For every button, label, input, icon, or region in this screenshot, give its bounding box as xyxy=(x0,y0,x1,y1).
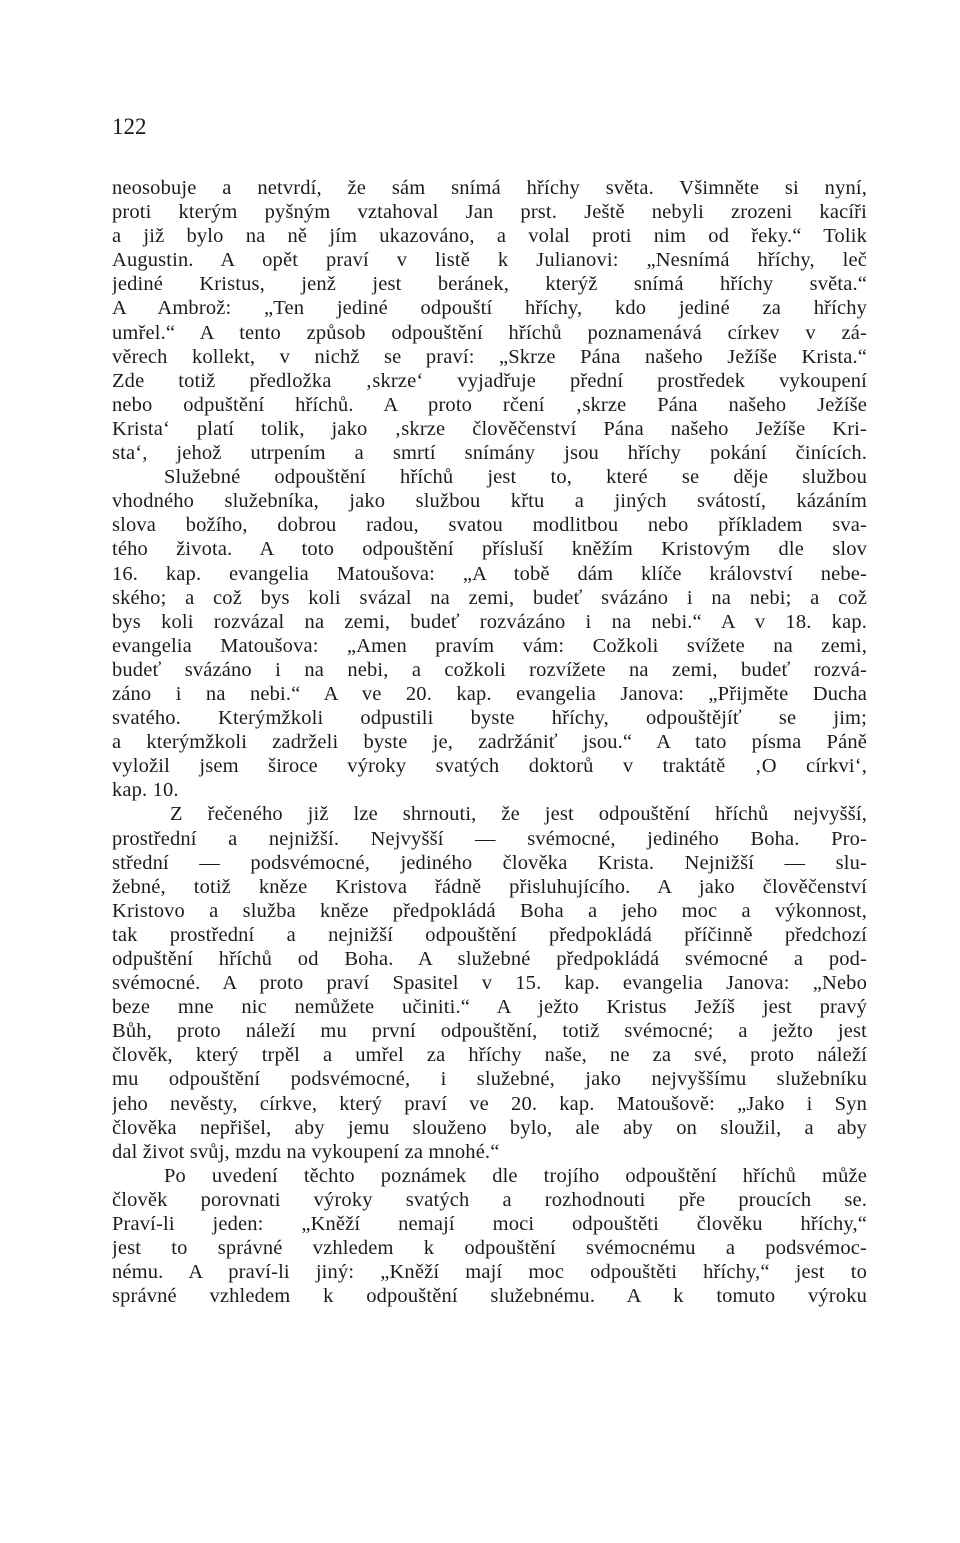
text-line: Služebné odpouštění hříchů jest to, které se děje službou xyxy=(164,466,867,489)
text-line: Praví-li jeden: „Kněží nemají moci odpouštěti člověku hříchy,“ xyxy=(112,1213,867,1236)
text-line: Augustin. A opět praví v listě k Julianovi: „Nesnímá hříchy, leč xyxy=(112,249,867,272)
text-line: svatého. Kterýmžkoli odpustili byste hříchy, odpouštějíť se jim; xyxy=(112,707,867,730)
text-line: záno i na nebi.“ A ve 20. kap. evangelia Janova: „Přijměte Ducha xyxy=(112,682,867,705)
text-line: 16. kap. evangelia Matoušova: „A tobě dám klíče království nebe- xyxy=(112,562,867,585)
text-line: bys koli rozvázal na zemi, budeť rozvázáno i na nebi.“ A v 18. kap. xyxy=(112,610,867,633)
text-line: A Ambrož: „Ten jediné odpouští hříchy, kdo jediné za hříchy xyxy=(112,297,867,320)
text-line: Bůh, proto náleží mu první odpouštění, totiž svémocné; a ježto jest xyxy=(112,1020,867,1043)
text-line: Kristovo a služba kněze předpokládá Boha a jeho moc a výkonnost, xyxy=(112,899,867,922)
text-line: a již bylo na ně jím ukazováno, a volal proti nim od řeky.“ Tolik xyxy=(112,225,867,248)
text-line: svémocné. A proto praví Spasitel v 15. kap. evangelia Janova: „Nebo xyxy=(112,972,867,995)
text-line: beze mne nic nemůžete učiniti.“ A ježto Kristus Ježíš jest pravý xyxy=(112,996,867,1019)
text-line: vhodného služebníka, jako službou křtu a jiných svátostí, kázáním xyxy=(112,490,867,513)
text-line: mu odpouštění podsvémocné, i služebné, jako nejvyššímu služebníku xyxy=(112,1068,867,1091)
text-line: střední — podsvémocné, jediného člověka Krista. Nejnižší — slu- xyxy=(112,851,867,874)
text-line: jest to správné vzhledem k odpouštění svémocnému a podsvémoc- xyxy=(112,1237,867,1260)
text-line: evangelia Matoušova: „Amen pravím vám: Cožkoli svížete na zemi, xyxy=(112,634,867,657)
text-line: vyložil jsem široce výroky svatých doktorů v traktátě ‚O církvi‘, xyxy=(112,755,867,778)
text-line: věrech kollekt, v nichž se praví: „Skrze Pána našeho Ježíše Krista.“ xyxy=(112,345,867,368)
text-line: prostřední a nejnižší. Nejvyšší — svémocné, jediného Boha. Pro- xyxy=(112,827,867,850)
text-line: člověk porovnati výroky svatých a rozhodnouti pře proucích se. xyxy=(112,1188,867,1211)
text-line: proti kterým pyšným vztahoval Jan prst. Ještě nebyli zrozeni kacíři xyxy=(112,201,867,224)
text-line: Krista‘ platí tolik, jako ‚skrze člověčenství Pána našeho Ježíše Kri- xyxy=(112,417,867,440)
text-line: tého života. A toto odpouštění přísluší kněžím Kristovým dle slov xyxy=(112,538,867,561)
text-line: tak prostřední a nejnižší odpouštění předpokládá příčinně předchozí xyxy=(112,923,867,946)
text-line: nebo odpuštění hříchů. A proto rčení ‚skrze Pána našeho Ježíše xyxy=(112,393,867,416)
text-line: nému. A praví-li jiný: „Kněží mají moc odpouštěti hříchy,“ jest to xyxy=(112,1261,867,1284)
text-line: Z řečeného již lze shrnouti, že jest odpouštění hříchů nejvyšší, xyxy=(170,803,867,826)
text-line: Po uvedení těchto poznámek dle trojího odpouštění hříchů může xyxy=(164,1164,867,1187)
text-line: sta‘, jehož utrpením a smrtí snímány jsou hříchy pokání činících. xyxy=(112,442,867,465)
text-line: umřel.“ A tento způsob odpouštění hříchů poznamenává církev v zá- xyxy=(112,321,867,344)
text-line: dal život svůj, mzdu na vykoupení za mnohé.“ xyxy=(112,1140,500,1163)
text-line: a kterýmžkoli zadrželi byste je, zadržániť jsou.“ A tato písma Páně xyxy=(112,731,867,754)
page-number: 122 xyxy=(112,114,147,139)
text-line: odpuštění hříchů od Boha. A služebné předpokládá svémocné a pod- xyxy=(112,948,867,970)
body-text xyxy=(112,176,867,1308)
text-line: člověka nepřišel, aby jemu slouženo bylo, ale aby on sloužil, a aby xyxy=(112,1116,867,1139)
text-line: žebné, totiž kněze Kristova řádně přisluhujícího. A jako člověčenství xyxy=(112,875,867,898)
text-line: neosobuje a netvrdí, že sám snímá hříchy světa. Všimněte si nyní, xyxy=(112,177,867,199)
text-line: správné vzhledem k odpouštění služebnému. A k tomuto výroku xyxy=(112,1285,867,1308)
text-line: slova božího, dobrou radou, svatou modlitbou nebo příkladem sva- xyxy=(112,514,867,537)
text-line: jediné Kristus, jenž jest beránek, kterýž snímá hříchy světa.“ xyxy=(112,273,867,296)
text-line: člověk, který trpěl a umřel za hříchy naše, ne za své, proto náleží xyxy=(112,1044,867,1067)
text-line: jeho nevěsty, církve, který praví ve 20. kap. Matoušově: „Jako i Syn xyxy=(112,1092,867,1115)
text-line: kap. 10. xyxy=(112,779,179,802)
text-line: Zde totiž předložka ‚skrze‘ vyjadřuje přední prostředek vykoupení xyxy=(112,369,867,392)
text-line: ského; a což bys koli svázal na zemi, budeť svázáno i na nebi; a což xyxy=(112,586,867,609)
text-line: budeť svázáno i na nebi, a cožkoli rozvížete na zemi, budeť rozvá- xyxy=(112,658,867,681)
